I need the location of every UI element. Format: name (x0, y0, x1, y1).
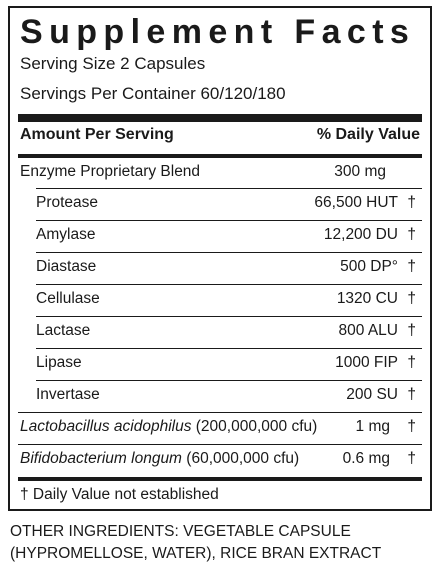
table-row (10, 349, 430, 379)
probiotic-species: Lactobacillus acidophilus (20, 418, 192, 435)
table-row (10, 381, 430, 411)
table-row (10, 413, 430, 443)
ingredient-amount: 12,200 DU (323, 226, 398, 243)
other-ingredients-line: (HYPROMELLOSE, WATER), RICE BRAN EXTRACT (10, 545, 382, 562)
ingredient-name: Lactase (36, 322, 91, 339)
probiotic-cfu: (200,000,000 cfu) (191, 418, 318, 435)
table-row (10, 253, 430, 283)
dagger-mark: † (407, 418, 416, 435)
ingredient-amount: 1000 FIP (335, 354, 398, 371)
amount-per-serving-header: Amount Per Serving (20, 126, 174, 143)
ingredient-name: Protease (36, 194, 99, 211)
ingredient-name: Cellulase (36, 290, 100, 307)
dagger-mark: † (407, 450, 416, 467)
table-row (10, 285, 430, 315)
footnote: † Daily Value not established (20, 486, 219, 503)
dagger-mark: † (407, 226, 416, 243)
dagger-mark: † (407, 258, 416, 275)
panel-title: Supplement Facts (20, 13, 416, 51)
ingredient-amount: 66,500 HUT (314, 194, 398, 211)
supplement-facts-panel (8, 6, 432, 511)
probiotic-species: Bifidobacterium longum (20, 450, 182, 467)
ingredient-name: Amylase (36, 226, 96, 243)
other-ingredients-line: OTHER INGREDIENTS: VEGETABLE CAPSULE (10, 523, 351, 540)
servings-per-container: Servings Per Container 60/120/180 (20, 84, 286, 103)
ingredient-amount: 800 ALU (338, 322, 398, 339)
table-row (10, 189, 430, 219)
table-row (10, 445, 430, 475)
divider-thick (18, 114, 422, 122)
dagger-mark: † (407, 354, 416, 371)
probiotic-name (20, 450, 299, 468)
ingredient-name: Invertase (36, 386, 100, 403)
probiotic-name (20, 418, 317, 436)
dagger-mark: † (407, 322, 416, 339)
blend-amount: 300 mg (334, 163, 386, 180)
table-row (10, 317, 430, 347)
ingredient-amount: 200 SU (346, 386, 398, 403)
divider-medium (18, 477, 422, 481)
probiotic-cfu: (60,000,000 cfu) (181, 450, 300, 467)
dagger-mark: † (407, 194, 416, 211)
table-row (10, 221, 430, 251)
ingredient-name: Lipase (36, 354, 82, 371)
serving-size: Serving Size 2 Capsules (20, 54, 206, 73)
daily-value-header: % Daily Value (316, 126, 420, 143)
ingredient-name: Diastase (36, 258, 97, 275)
ingredient-amount: 1320 CU (336, 290, 398, 307)
blend-row (10, 158, 430, 188)
ingredient-amount: 0.6 mg (342, 450, 390, 467)
dagger-mark: † (407, 386, 416, 403)
ingredient-amount: 500 DP° (340, 258, 398, 275)
other-ingredients (10, 521, 381, 565)
blend-name: Enzyme Proprietary Blend (20, 163, 201, 180)
ingredient-amount: 1 mg (355, 418, 390, 435)
dagger-mark: † (407, 290, 416, 307)
